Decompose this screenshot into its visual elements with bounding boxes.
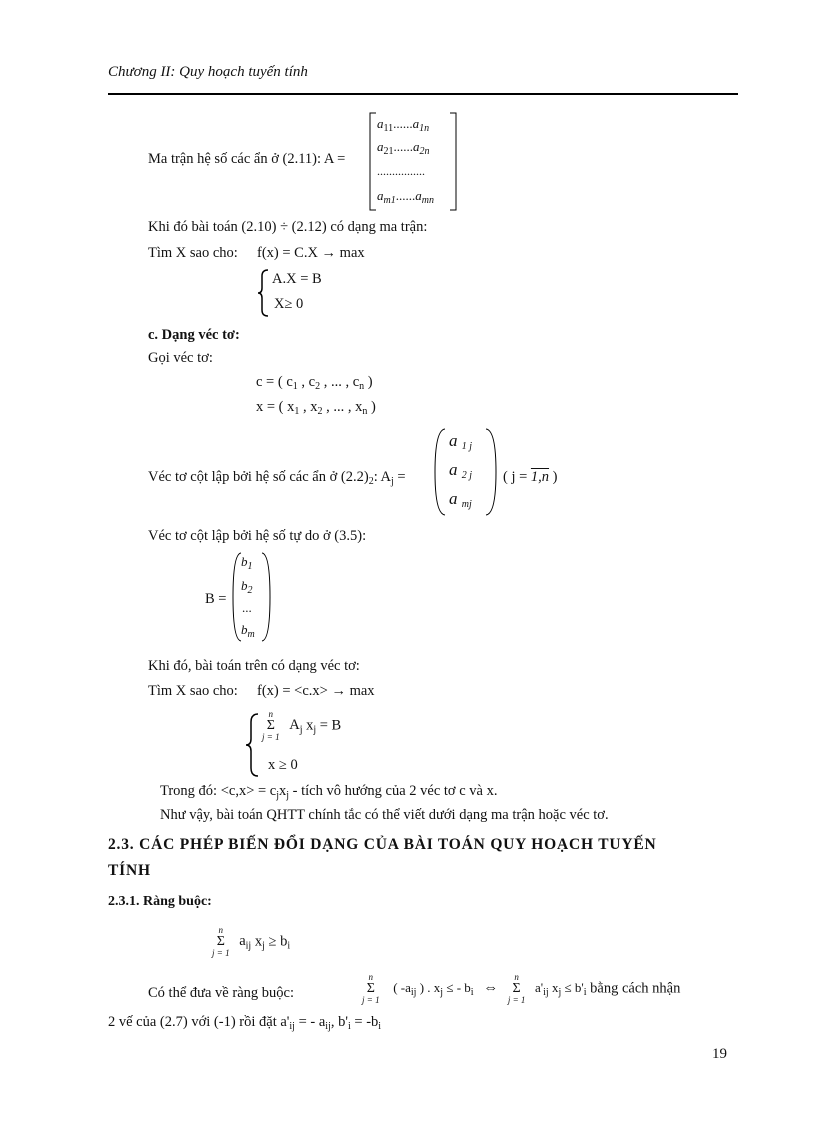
index: j bbox=[276, 790, 280, 801]
matrix-constraint-1: A.X = B bbox=[272, 271, 322, 287]
entry: a bbox=[412, 116, 420, 131]
index: 2 bbox=[315, 381, 321, 392]
index: ij bbox=[289, 1021, 295, 1032]
sum-lower: j = 1 bbox=[362, 995, 380, 1005]
sum-symbol bbox=[362, 973, 380, 1005]
index: j bbox=[440, 987, 444, 999]
j-range bbox=[503, 469, 558, 486]
index: ij bbox=[410, 987, 417, 999]
range: 1,n bbox=[530, 469, 550, 485]
sigma: Σ bbox=[216, 934, 225, 949]
index: 1 bbox=[294, 406, 300, 417]
iff-symbol: ⇔ bbox=[483, 980, 499, 997]
text: ( j = bbox=[503, 469, 528, 485]
entry-index: 11 bbox=[383, 123, 394, 134]
index: i bbox=[287, 940, 291, 952]
sum-upper: n bbox=[514, 972, 519, 982]
entry: a bbox=[377, 116, 384, 131]
matrix-a-row-4 bbox=[377, 188, 434, 206]
index: j bbox=[286, 790, 290, 801]
entry: b bbox=[241, 622, 248, 637]
column-vector-label bbox=[148, 469, 406, 487]
index: j bbox=[262, 940, 265, 952]
transform-expression bbox=[362, 973, 680, 1005]
sum-symbol bbox=[212, 926, 230, 958]
text: Trong đó: <c,x> = c bbox=[160, 783, 277, 799]
c-vector bbox=[256, 374, 373, 392]
constraint-inequality bbox=[212, 926, 290, 958]
matrix-a-row-1 bbox=[377, 116, 429, 134]
vector-objective: f(x) = <c.x> → max bbox=[257, 683, 375, 699]
index: 1 bbox=[292, 381, 298, 392]
dots: ...... bbox=[393, 139, 413, 154]
sum-lower: j = 1 bbox=[212, 948, 230, 958]
text: bằng cách nhận bbox=[586, 980, 681, 997]
text: a bbox=[239, 933, 246, 950]
entry-index: m1 bbox=[383, 195, 396, 206]
entry: a bbox=[377, 139, 384, 154]
sum-upper: n bbox=[218, 925, 224, 935]
b-row-3 bbox=[242, 600, 252, 616]
sigma: Σ bbox=[366, 981, 375, 996]
text: , x bbox=[299, 399, 318, 415]
vector-nonneg: x ≥ 0 bbox=[268, 757, 298, 773]
matrix-a-right-bracket bbox=[448, 112, 458, 212]
entry: a bbox=[413, 139, 420, 154]
index: ij bbox=[245, 940, 252, 952]
text: = -b bbox=[350, 1014, 379, 1030]
sum-lower: j = 1 bbox=[262, 732, 280, 742]
text: = bbox=[393, 469, 406, 485]
vector-form-heading: c. Dạng véc tơ: bbox=[148, 327, 240, 343]
text: a' bbox=[535, 980, 544, 996]
conclusion: Như vậy, bài toán QHTT chính tắc có thể viết dưới dạng ma trận hoặc véc tơ. bbox=[160, 807, 609, 823]
vector-form-intro: Khi đó, bài toán trên có dạng véc tơ: bbox=[148, 658, 360, 674]
aj-right-paren bbox=[484, 428, 498, 516]
text: , b' bbox=[330, 1014, 348, 1030]
index: i bbox=[378, 1021, 382, 1032]
entry: a bbox=[449, 460, 458, 479]
text: : A bbox=[373, 469, 392, 485]
text: x bbox=[279, 783, 287, 799]
aj-row-2 bbox=[449, 460, 472, 481]
text: 2 vế của (2.7) với (-1) rồi đặt a' bbox=[108, 1014, 290, 1030]
matrix-a-row-3: ................ bbox=[377, 164, 425, 178]
text: ( -a bbox=[393, 980, 411, 996]
index: j bbox=[313, 724, 317, 736]
sigma: Σ bbox=[512, 981, 521, 996]
b-row-1 bbox=[241, 554, 253, 572]
index: i bbox=[583, 987, 587, 999]
sum-lower: j = 1 bbox=[507, 995, 526, 1005]
index: n bbox=[359, 381, 365, 392]
entry-index: mn bbox=[421, 195, 434, 206]
index: 1 bbox=[247, 561, 253, 572]
index: i bbox=[347, 1021, 351, 1032]
transform-label: Có thể đưa về ràng buộc: bbox=[148, 985, 294, 1001]
index: j bbox=[558, 987, 562, 999]
b-right-paren bbox=[260, 552, 272, 642]
sum-symbol bbox=[262, 710, 280, 742]
vector-objective-label: Tìm X sao cho: bbox=[148, 683, 238, 699]
index: m bbox=[247, 629, 255, 640]
matrix-form-intro: Khi đó bài toán (2.10) ÷ (2.12) có dạng ma trận: bbox=[148, 219, 428, 235]
entry-index: 21 bbox=[383, 146, 394, 157]
b-equals: B = bbox=[205, 591, 227, 607]
text: = - a bbox=[294, 1014, 326, 1030]
text: , c bbox=[297, 374, 316, 390]
aj-row-3 bbox=[449, 489, 472, 510]
transform-part-2 bbox=[535, 980, 587, 999]
text: x bbox=[251, 933, 263, 950]
chapter-header: Chương II: Quy hoạch tuyến tính bbox=[108, 64, 308, 80]
index: ij bbox=[543, 987, 549, 999]
index: mj bbox=[461, 499, 472, 510]
index: 2 j bbox=[461, 470, 473, 481]
text: , ... , x bbox=[322, 399, 363, 415]
entry: a bbox=[449, 489, 458, 508]
text: Véc tơ cột lập bởi hệ số các ẩn ở (2.2) bbox=[148, 469, 369, 485]
section-title-line-1: 2.3. CÁC PHÉP BIẾN ĐỔI DẠNG CỦA BÀI TOÁN QUY HOẠCH TUYẾN bbox=[108, 836, 657, 853]
matrix-constraint-2: X≥ 0 bbox=[274, 296, 304, 312]
b-row-2 bbox=[241, 578, 253, 596]
entry: b bbox=[241, 578, 248, 593]
matrix-objective: f(x) = C.X → max bbox=[257, 245, 365, 261]
index: 1 j bbox=[461, 441, 473, 452]
dots: ...... bbox=[393, 116, 413, 131]
index: i bbox=[470, 987, 474, 999]
x-vector bbox=[256, 399, 376, 417]
text: x bbox=[548, 980, 559, 996]
text: ≤ - b bbox=[443, 980, 471, 996]
entry: a bbox=[415, 188, 422, 203]
page-number: 19 bbox=[712, 1046, 727, 1062]
entry: a bbox=[449, 431, 458, 450]
sum-symbol bbox=[508, 973, 526, 1005]
transform-line-2 bbox=[108, 1014, 381, 1032]
index: 2 bbox=[317, 406, 323, 417]
text: = B bbox=[316, 717, 342, 734]
text: x bbox=[302, 717, 314, 734]
text: , ... , c bbox=[320, 374, 360, 390]
dots: ...... bbox=[395, 188, 416, 203]
text: A bbox=[289, 717, 300, 734]
index: 2 bbox=[247, 585, 253, 596]
inner-product-note bbox=[160, 783, 497, 801]
sum-upper: n bbox=[268, 709, 274, 719]
entry: ... bbox=[242, 600, 252, 615]
free-column-label: Véc tơ cột lập bởi hệ số tự do ở (3.5): bbox=[148, 528, 367, 544]
b-row-4 bbox=[241, 622, 255, 640]
entry-index: 2n bbox=[419, 146, 430, 157]
section-title-line-2: TÍNH bbox=[108, 862, 151, 879]
index: j bbox=[299, 724, 303, 736]
subsection-title: 2.3.1. Ràng buộc: bbox=[108, 894, 212, 909]
index: ij bbox=[325, 1021, 331, 1032]
text: ≥ b bbox=[264, 933, 288, 950]
vector-constraint-sum bbox=[262, 710, 341, 742]
index: n bbox=[362, 406, 368, 417]
text: ) bbox=[552, 469, 558, 485]
header-rule bbox=[108, 93, 738, 95]
aj-row-1 bbox=[449, 431, 472, 452]
text: ≤ b' bbox=[561, 980, 584, 996]
call-vectors: Gọi véc tơ: bbox=[148, 350, 213, 366]
matrix-a-row-2 bbox=[377, 139, 430, 157]
transform-part-1 bbox=[393, 980, 474, 999]
sigma: Σ bbox=[266, 718, 275, 733]
aj-left-paren bbox=[433, 428, 447, 516]
text: ) bbox=[367, 374, 373, 390]
text: ) bbox=[371, 399, 376, 415]
text: ) . x bbox=[419, 980, 441, 996]
text: c = ( c bbox=[256, 374, 293, 390]
text: x = ( x bbox=[256, 399, 295, 415]
entry: b bbox=[241, 554, 248, 569]
text: - tích vô hướng của 2 véc tơ c và x. bbox=[289, 783, 498, 799]
index: j bbox=[391, 476, 394, 487]
entry-index: 1n bbox=[419, 123, 430, 134]
sum-upper: n bbox=[368, 972, 374, 982]
vector-brace bbox=[244, 712, 260, 778]
matrix-objective-label: Tìm X sao cho: bbox=[148, 245, 238, 261]
matrix-a-intro: Ma trận hệ số các ẩn ở (2.11): A = bbox=[148, 151, 346, 167]
entry: a bbox=[377, 188, 384, 203]
matrix-brace bbox=[256, 268, 270, 318]
index: 2 bbox=[368, 476, 374, 487]
